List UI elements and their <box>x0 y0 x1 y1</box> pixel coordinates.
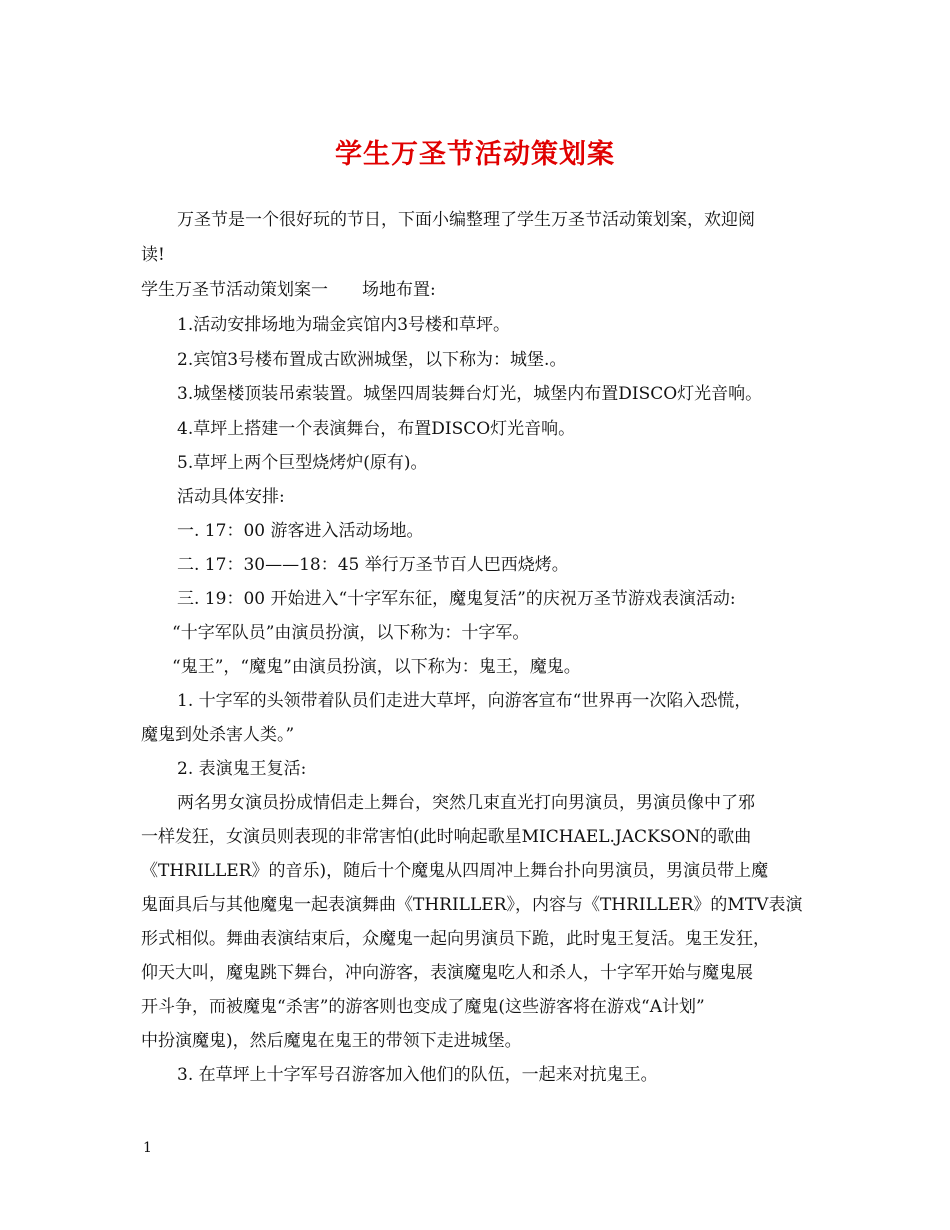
paragraph-line: 开斗争，而被魔鬼“杀害”的游客则也变成了魔鬼(这些游客将在游戏“A计划” <box>141 997 705 1017</box>
page-number: 1 <box>143 1140 152 1156</box>
paragraph-line: 鬼面具后与其他魔鬼一起表演舞曲《THRILLER》，内容与《THRILLER》的MTV表演 <box>141 895 803 915</box>
paragraph-line: 活动具体安排: <box>177 487 285 507</box>
paragraph-line: 形式相似。舞曲表演结束后，众魔鬼一起向男演员下跪，此时鬼王复活。鬼王发狂， <box>141 929 770 949</box>
paragraph-line: 中扮演魔鬼)，然后魔鬼在鬼王的带领下走进城堡。 <box>141 1031 522 1051</box>
paragraph-line: 学生万圣节活动策划案一 场地布置: <box>141 280 436 300</box>
paragraph-line: 2.宾馆3号楼布置成古欧洲城堡，以下称为：城堡.。 <box>177 350 567 370</box>
paragraph-line: 万圣节是一个很好玩的节日，下面小编整理了学生万圣节活动策划案，欢迎阅 <box>177 210 755 230</box>
paragraph-line: 两名男女演员扮成情侣走上舞台，突然几束直光打向男演员，男演员像中了邪 <box>177 793 755 813</box>
paragraph-line: 一. 17：00 游客进入活动场地。 <box>177 521 424 541</box>
paragraph-line: 3. 在草坪上十字军号召游客加入他们的队伍，一起来对抗鬼王。 <box>177 1065 658 1085</box>
paragraph-line: “鬼王”，“魔鬼”由演员扮演，以下称为：鬼王，魔鬼。 <box>172 657 581 677</box>
paragraph-line: 魔鬼到处杀害人类。” <box>141 725 295 745</box>
paragraph-line: 4.草坪上搭建一个表演舞台，布置DISCO灯光音响。 <box>177 419 576 439</box>
paragraph-line: 读! <box>141 245 165 265</box>
paragraph-line: 二. 17：30——18：45 举行万圣节百人巴西烧烤。 <box>177 555 569 575</box>
document-title: 学生万圣节活动策划案 <box>335 139 615 170</box>
paragraph-line: 《THRILLER》的音乐)，随后十个魔鬼从四周冲上舞台扑向男演员，男演员带上魔 <box>141 861 769 881</box>
paragraph-line: 2. 表演鬼王复活: <box>177 759 307 779</box>
paragraph-line: 一样发狂，女演员则表现的非常害怕(此时响起歌星MICHAEL.JACKSON的歌曲 <box>141 827 752 847</box>
paragraph-line: 1.活动安排场地为瑞金宾馆内3号楼和草坪。 <box>177 315 511 335</box>
paragraph-line: 仰天大叫，魔鬼跳下舞台，冲向游客，表演魔鬼吃人和杀人，十字军开始与魔鬼展 <box>141 963 753 983</box>
paragraph-line: “十字军队员”由演员扮演，以下称为：十字军。 <box>172 623 530 643</box>
paragraph-line: 5.草坪上两个巨型烧烤炉(原有)。 <box>177 453 428 473</box>
paragraph-line: 3.城堡楼顶装吊索装置。城堡四周装舞台灯光，城堡内布置DISCO灯光音响。 <box>177 384 763 404</box>
paragraph-line: 三. 19：00 开始进入“十字军东征，魔鬼复活”的庆祝万圣节游戏表演活动: <box>177 589 736 609</box>
paragraph-line: 1. 十字军的头领带着队员们走进大草坪，向游客宣布“世界再一次陷入恐慌， <box>177 691 752 711</box>
